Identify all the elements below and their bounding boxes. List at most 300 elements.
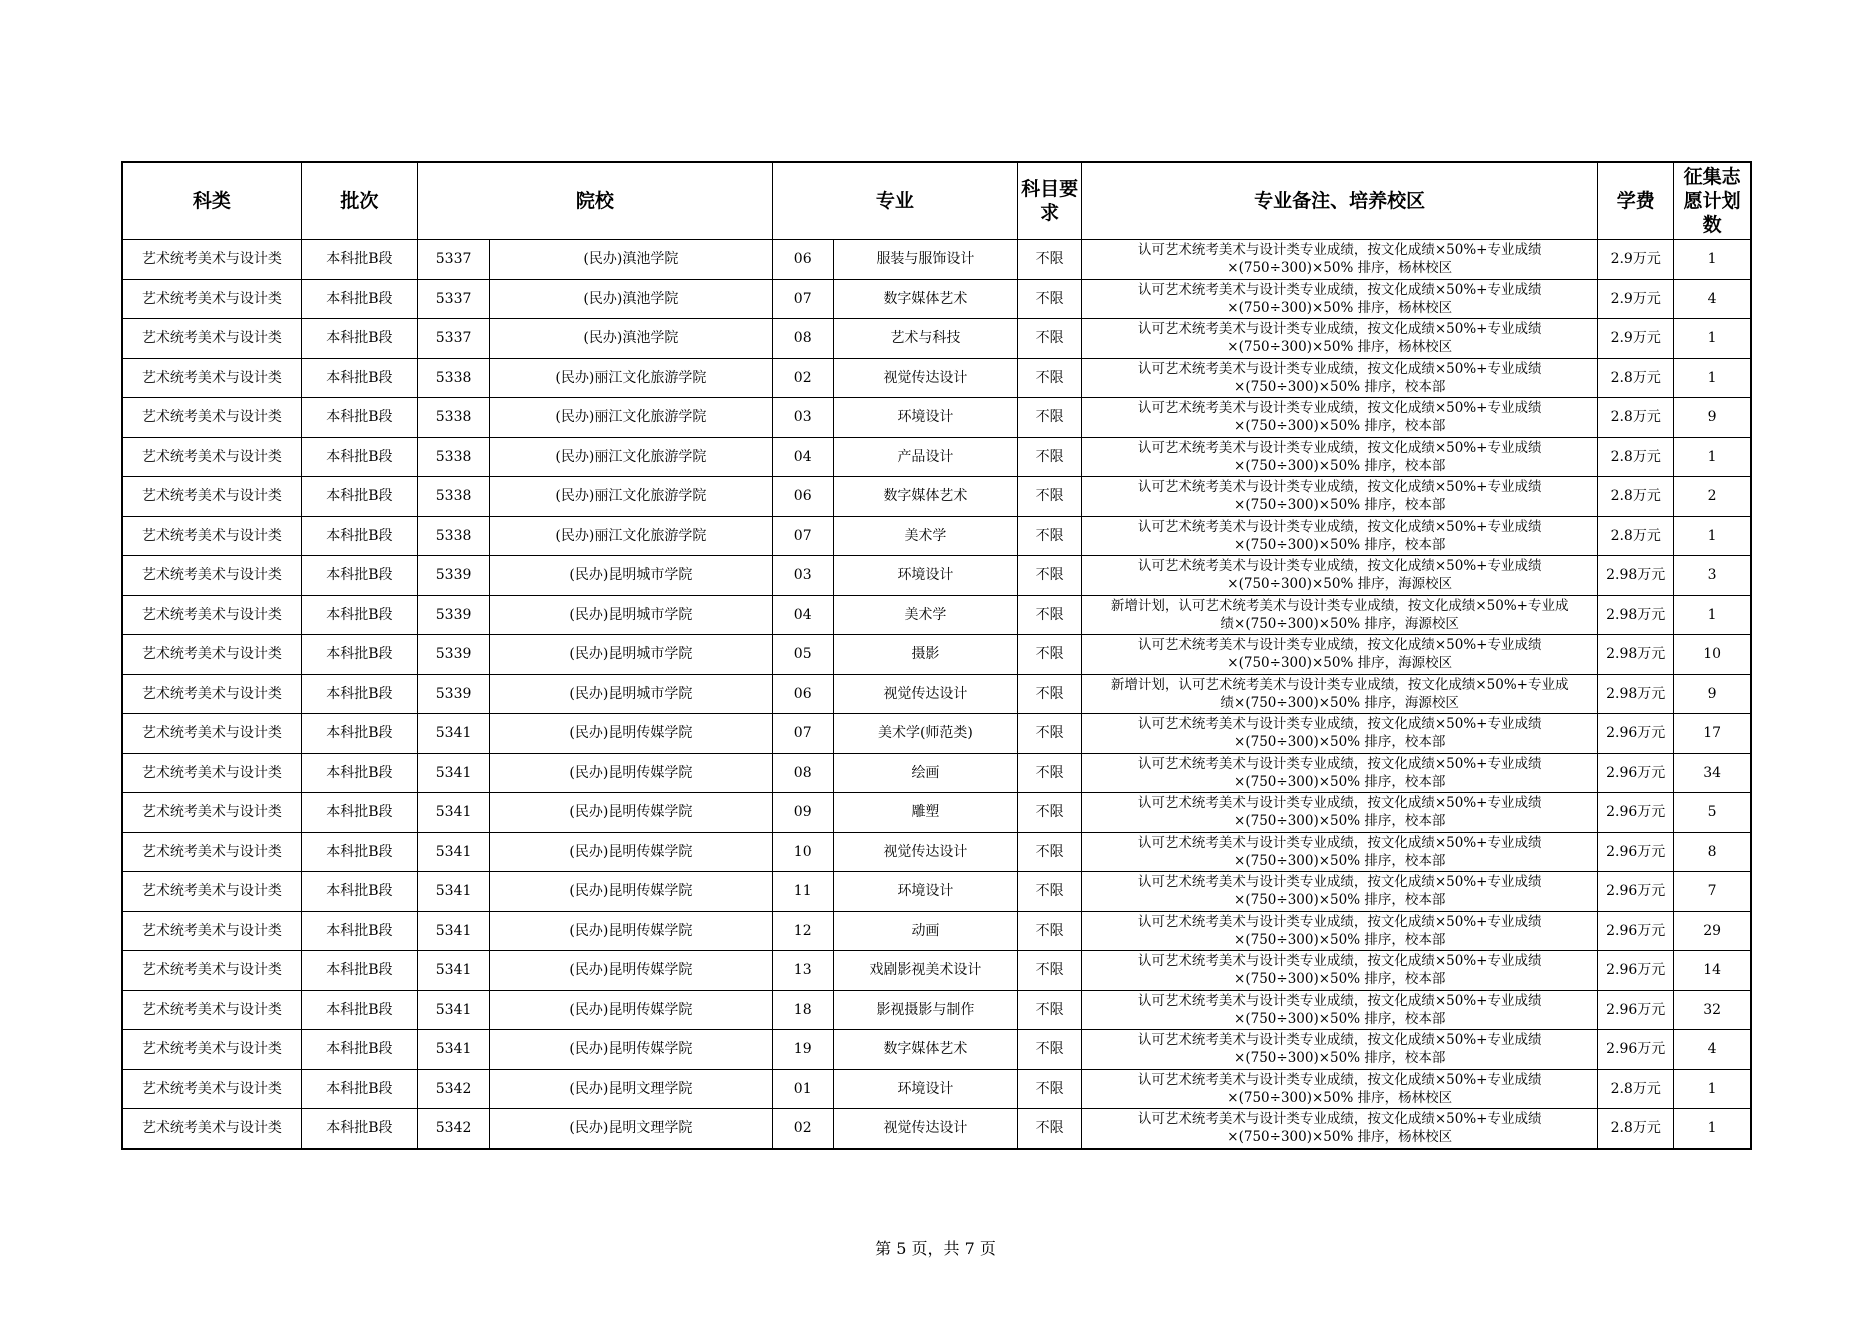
major-name-cell: 环境设计 bbox=[833, 1069, 1017, 1109]
school-name-cell: (民办)昆明城市学院 bbox=[490, 635, 773, 675]
subject-requirement-cell: 不限 bbox=[1018, 832, 1082, 872]
note-line: 认可艺术统考美术与设计类专业成绩，按文化成绩×50%+专业成绩 bbox=[1137, 1111, 1542, 1128]
plan-count-cell: 1 bbox=[1674, 516, 1751, 556]
table-row bbox=[122, 595, 1751, 635]
major-name-cell: 美术学(师范类) bbox=[833, 714, 1017, 754]
tuition-cell: 2.8万元 bbox=[1598, 398, 1674, 438]
notes-cell bbox=[1082, 437, 1598, 477]
category-cell: 艺术统考美术与设计类 bbox=[122, 437, 301, 477]
table-row bbox=[122, 319, 1751, 359]
plan-count-cell: 2 bbox=[1674, 477, 1751, 517]
table-row bbox=[122, 516, 1751, 556]
subject-requirement-cell: 不限 bbox=[1018, 1109, 1082, 1149]
major-name-cell: 产品设计 bbox=[833, 437, 1017, 477]
header-tuition: 学费 bbox=[1598, 162, 1674, 240]
notes-cell bbox=[1082, 951, 1598, 991]
note-line: 认可艺术统考美术与设计类专业成绩，按文化成绩×50%+专业成绩 bbox=[1137, 1071, 1542, 1088]
note-line: ×(750÷300)×50% 排序，校本部 bbox=[1234, 773, 1446, 790]
school-code-cell: 5339 bbox=[418, 556, 490, 596]
note-line: ×(750÷300)×50% 排序，校本部 bbox=[1234, 1010, 1446, 1027]
note-line: ×(750÷300)×50% 排序，杨林校区 bbox=[1227, 339, 1453, 356]
notes-cell bbox=[1082, 872, 1598, 912]
note-line: 认可艺术统考美术与设计类专业成绩，按文化成绩×50%+专业成绩 bbox=[1137, 834, 1542, 851]
notes-cell bbox=[1082, 832, 1598, 872]
batch-cell: 本科批B段 bbox=[301, 674, 417, 714]
subject-requirement-cell: 不限 bbox=[1018, 595, 1082, 635]
school-name-cell: (民办)滇池学院 bbox=[490, 279, 773, 319]
tuition-cell: 2.9万元 bbox=[1598, 319, 1674, 359]
school-code-cell: 5339 bbox=[418, 635, 490, 675]
header-major: 专业 bbox=[772, 162, 1017, 240]
note-line: ×(750÷300)×50% 排序，校本部 bbox=[1234, 734, 1446, 751]
table-row bbox=[122, 477, 1751, 517]
note-line: 认可艺术统考美术与设计类专业成绩，按文化成绩×50%+专业成绩 bbox=[1137, 439, 1542, 456]
major-code-cell: 04 bbox=[772, 437, 833, 477]
tuition-cell: 2.9万元 bbox=[1598, 240, 1674, 280]
school-code-cell: 5341 bbox=[418, 990, 490, 1030]
category-cell: 艺术统考美术与设计类 bbox=[122, 240, 301, 280]
note-line: 认可艺术统考美术与设计类专业成绩，按文化成绩×50%+专业成绩 bbox=[1137, 518, 1542, 535]
category-cell: 艺术统考美术与设计类 bbox=[122, 832, 301, 872]
note-line: ×(750÷300)×50% 排序，校本部 bbox=[1234, 378, 1446, 395]
batch-cell: 本科批B段 bbox=[301, 556, 417, 596]
school-code-cell: 5341 bbox=[418, 1030, 490, 1070]
major-code-cell: 08 bbox=[772, 319, 833, 359]
plan-count-cell: 4 bbox=[1674, 279, 1751, 319]
table-row bbox=[122, 911, 1751, 951]
table-row bbox=[122, 714, 1751, 754]
tuition-cell: 2.8万元 bbox=[1598, 437, 1674, 477]
major-name-cell: 美术学 bbox=[833, 595, 1017, 635]
notes-cell bbox=[1082, 714, 1598, 754]
note-line: ×(750÷300)×50% 排序，杨林校区 bbox=[1227, 1129, 1453, 1146]
major-name-cell: 摄影 bbox=[833, 635, 1017, 675]
category-cell: 艺术统考美术与设计类 bbox=[122, 753, 301, 793]
school-code-cell: 5341 bbox=[418, 951, 490, 991]
major-name-cell: 影视摄影与制作 bbox=[833, 990, 1017, 1030]
subject-requirement-cell: 不限 bbox=[1018, 398, 1082, 438]
major-code-cell: 09 bbox=[772, 793, 833, 833]
plan-count-cell: 8 bbox=[1674, 832, 1751, 872]
plan-count-cell: 1 bbox=[1674, 437, 1751, 477]
category-cell: 艺术统考美术与设计类 bbox=[122, 872, 301, 912]
school-name-cell: (民办)昆明城市学院 bbox=[490, 556, 773, 596]
notes-cell bbox=[1082, 911, 1598, 951]
notes-cell bbox=[1082, 358, 1598, 398]
table-row bbox=[122, 1069, 1751, 1109]
note-line: ×(750÷300)×50% 排序，海源校区 bbox=[1227, 655, 1453, 672]
table-row bbox=[122, 753, 1751, 793]
category-cell: 艺术统考美术与设计类 bbox=[122, 477, 301, 517]
note-line: 认可艺术统考美术与设计类专业成绩，按文化成绩×50%+专业成绩 bbox=[1137, 953, 1542, 970]
school-name-cell: (民办)昆明城市学院 bbox=[490, 595, 773, 635]
tuition-cell: 2.96万元 bbox=[1598, 1030, 1674, 1070]
tuition-cell: 2.98万元 bbox=[1598, 556, 1674, 596]
notes-cell bbox=[1082, 477, 1598, 517]
category-cell: 艺术统考美术与设计类 bbox=[122, 674, 301, 714]
plan-count-cell: 14 bbox=[1674, 951, 1751, 991]
subject-requirement-cell: 不限 bbox=[1018, 753, 1082, 793]
school-name-cell: (民办)昆明传媒学院 bbox=[490, 911, 773, 951]
major-name-cell: 环境设计 bbox=[833, 872, 1017, 912]
major-code-cell: 03 bbox=[772, 556, 833, 596]
note-line: 新增计划，认可艺术统考美术与设计类专业成绩，按文化成绩×50%+专业成 bbox=[1110, 597, 1569, 614]
subject-requirement-cell: 不限 bbox=[1018, 1069, 1082, 1109]
school-code-cell: 5337 bbox=[418, 279, 490, 319]
major-name-cell: 动画 bbox=[833, 911, 1017, 951]
subject-requirement-cell: 不限 bbox=[1018, 635, 1082, 675]
major-name-cell: 环境设计 bbox=[833, 398, 1017, 438]
school-name-cell: (民办)丽江文化旅游学院 bbox=[490, 398, 773, 438]
note-line: ×(750÷300)×50% 排序，校本部 bbox=[1234, 457, 1446, 474]
subject-requirement-cell: 不限 bbox=[1018, 556, 1082, 596]
subject-requirement-cell: 不限 bbox=[1018, 477, 1082, 517]
school-code-cell: 5337 bbox=[418, 319, 490, 359]
subject-requirement-cell: 不限 bbox=[1018, 319, 1082, 359]
notes-cell bbox=[1082, 635, 1598, 675]
batch-cell: 本科批B段 bbox=[301, 358, 417, 398]
plan-count-cell: 10 bbox=[1674, 635, 1751, 675]
note-line: ×(750÷300)×50% 排序，校本部 bbox=[1234, 892, 1446, 909]
major-code-cell: 13 bbox=[772, 951, 833, 991]
plan-count-cell: 1 bbox=[1674, 1069, 1751, 1109]
batch-cell: 本科批B段 bbox=[301, 714, 417, 754]
tuition-cell: 2.96万元 bbox=[1598, 990, 1674, 1030]
tuition-cell: 2.9万元 bbox=[1598, 279, 1674, 319]
batch-cell: 本科批B段 bbox=[301, 319, 417, 359]
plan-count-cell: 17 bbox=[1674, 714, 1751, 754]
major-name-cell: 视觉传达设计 bbox=[833, 674, 1017, 714]
school-code-cell: 5342 bbox=[418, 1069, 490, 1109]
batch-cell: 本科批B段 bbox=[301, 595, 417, 635]
note-line: 认可艺术统考美术与设计类专业成绩，按文化成绩×50%+专业成绩 bbox=[1137, 558, 1542, 575]
school-name-cell: (民办)昆明传媒学院 bbox=[490, 872, 773, 912]
plan-count-cell: 9 bbox=[1674, 398, 1751, 438]
note-line: 认可艺术统考美术与设计类专业成绩，按文化成绩×50%+专业成绩 bbox=[1137, 281, 1542, 298]
note-line: 认可艺术统考美术与设计类专业成绩，按文化成绩×50%+专业成绩 bbox=[1137, 360, 1542, 377]
major-name-cell: 绘画 bbox=[833, 753, 1017, 793]
subject-requirement-cell: 不限 bbox=[1018, 793, 1082, 833]
category-cell: 艺术统考美术与设计类 bbox=[122, 1069, 301, 1109]
major-name-cell: 视觉传达设计 bbox=[833, 832, 1017, 872]
batch-cell: 本科批B段 bbox=[301, 398, 417, 438]
major-code-cell: 04 bbox=[772, 595, 833, 635]
note-line: ×(750÷300)×50% 排序，杨林校区 bbox=[1227, 260, 1453, 277]
batch-cell: 本科批B段 bbox=[301, 240, 417, 280]
batch-cell: 本科批B段 bbox=[301, 516, 417, 556]
category-cell: 艺术统考美术与设计类 bbox=[122, 398, 301, 438]
major-code-cell: 06 bbox=[772, 240, 833, 280]
school-name-cell: (民办)昆明传媒学院 bbox=[490, 951, 773, 991]
batch-cell: 本科批B段 bbox=[301, 793, 417, 833]
subject-requirement-cell: 不限 bbox=[1018, 437, 1082, 477]
major-code-cell: 07 bbox=[772, 516, 833, 556]
major-code-cell: 11 bbox=[772, 872, 833, 912]
tuition-cell: 2.98万元 bbox=[1598, 635, 1674, 675]
note-line: 认可艺术统考美术与设计类专业成绩，按文化成绩×50%+专业成绩 bbox=[1137, 1032, 1542, 1049]
major-code-cell: 18 bbox=[772, 990, 833, 1030]
school-name-cell: (民办)昆明城市学院 bbox=[490, 674, 773, 714]
note-line: ×(750÷300)×50% 排序，校本部 bbox=[1234, 418, 1446, 435]
batch-cell: 本科批B段 bbox=[301, 753, 417, 793]
table-row bbox=[122, 674, 1751, 714]
note-line: 认可艺术统考美术与设计类专业成绩，按文化成绩×50%+专业成绩 bbox=[1137, 716, 1542, 733]
tuition-cell: 2.96万元 bbox=[1598, 872, 1674, 912]
note-line: ×(750÷300)×50% 排序，校本部 bbox=[1234, 1050, 1446, 1067]
batch-cell: 本科批B段 bbox=[301, 279, 417, 319]
category-cell: 艺术统考美术与设计类 bbox=[122, 319, 301, 359]
major-code-cell: 03 bbox=[772, 398, 833, 438]
header-batch: 批次 bbox=[301, 162, 417, 240]
batch-cell: 本科批B段 bbox=[301, 635, 417, 675]
table-row bbox=[122, 832, 1751, 872]
school-code-cell: 5337 bbox=[418, 240, 490, 280]
school-code-cell: 5342 bbox=[418, 1109, 490, 1149]
plan-count-cell: 1 bbox=[1674, 358, 1751, 398]
note-line: 认可艺术统考美术与设计类专业成绩，按文化成绩×50%+专业成绩 bbox=[1137, 992, 1542, 1009]
major-code-cell: 06 bbox=[772, 674, 833, 714]
major-name-cell: 美术学 bbox=[833, 516, 1017, 556]
major-name-cell: 视觉传达设计 bbox=[833, 358, 1017, 398]
table-row bbox=[122, 872, 1751, 912]
school-name-cell: (民办)滇池学院 bbox=[490, 319, 773, 359]
table-row bbox=[122, 398, 1751, 438]
major-code-cell: 08 bbox=[772, 753, 833, 793]
table-row bbox=[122, 793, 1751, 833]
notes-cell bbox=[1082, 1109, 1598, 1149]
notes-cell bbox=[1082, 674, 1598, 714]
note-line: 认可艺术统考美术与设计类专业成绩，按文化成绩×50%+专业成绩 bbox=[1137, 400, 1542, 417]
tuition-cell: 2.96万元 bbox=[1598, 951, 1674, 991]
plan-count-cell: 29 bbox=[1674, 911, 1751, 951]
notes-cell bbox=[1082, 240, 1598, 280]
plan-count-cell: 9 bbox=[1674, 674, 1751, 714]
subject-requirement-cell: 不限 bbox=[1018, 911, 1082, 951]
school-name-cell: (民办)丽江文化旅游学院 bbox=[490, 358, 773, 398]
major-name-cell: 数字媒体艺术 bbox=[833, 1030, 1017, 1070]
notes-cell bbox=[1082, 1069, 1598, 1109]
subject-requirement-cell: 不限 bbox=[1018, 240, 1082, 280]
school-code-cell: 5338 bbox=[418, 437, 490, 477]
header-notes: 专业备注、培养校区 bbox=[1082, 162, 1598, 240]
subject-requirement-cell: 不限 bbox=[1018, 872, 1082, 912]
header-plan-count: 征集志愿计划数 bbox=[1674, 162, 1751, 240]
notes-cell bbox=[1082, 990, 1598, 1030]
tuition-cell: 2.96万元 bbox=[1598, 753, 1674, 793]
school-name-cell: (民办)滇池学院 bbox=[490, 240, 773, 280]
school-name-cell: (民办)昆明传媒学院 bbox=[490, 793, 773, 833]
table-row bbox=[122, 240, 1751, 280]
batch-cell: 本科批B段 bbox=[301, 872, 417, 912]
tuition-cell: 2.8万元 bbox=[1598, 516, 1674, 556]
category-cell: 艺术统考美术与设计类 bbox=[122, 556, 301, 596]
school-name-cell: (民办)昆明文理学院 bbox=[490, 1069, 773, 1109]
major-name-cell: 视觉传达设计 bbox=[833, 1109, 1017, 1149]
table-body bbox=[122, 240, 1751, 1149]
subject-requirement-cell: 不限 bbox=[1018, 951, 1082, 991]
category-cell: 艺术统考美术与设计类 bbox=[122, 279, 301, 319]
tuition-cell: 2.8万元 bbox=[1598, 358, 1674, 398]
notes-cell bbox=[1082, 516, 1598, 556]
category-cell: 艺术统考美术与设计类 bbox=[122, 990, 301, 1030]
major-code-cell: 19 bbox=[772, 1030, 833, 1070]
header-subject-requirement: 科目要求 bbox=[1018, 162, 1082, 240]
subject-requirement-cell: 不限 bbox=[1018, 674, 1082, 714]
subject-requirement-cell: 不限 bbox=[1018, 279, 1082, 319]
batch-cell: 本科批B段 bbox=[301, 990, 417, 1030]
header-school: 院校 bbox=[418, 162, 773, 240]
note-line: 认可艺术统考美术与设计类专业成绩，按文化成绩×50%+专业成绩 bbox=[1137, 795, 1542, 812]
table-row bbox=[122, 990, 1751, 1030]
notes-cell bbox=[1082, 753, 1598, 793]
category-cell: 艺术统考美术与设计类 bbox=[122, 714, 301, 754]
plan-count-cell: 34 bbox=[1674, 753, 1751, 793]
school-code-cell: 5338 bbox=[418, 516, 490, 556]
school-name-cell: (民办)昆明传媒学院 bbox=[490, 990, 773, 1030]
table-row bbox=[122, 951, 1751, 991]
category-cell: 艺术统考美术与设计类 bbox=[122, 516, 301, 556]
plan-count-cell: 7 bbox=[1674, 872, 1751, 912]
major-code-cell: 02 bbox=[772, 358, 833, 398]
major-code-cell: 10 bbox=[772, 832, 833, 872]
school-code-cell: 5338 bbox=[418, 477, 490, 517]
notes-cell bbox=[1082, 319, 1598, 359]
category-cell: 艺术统考美术与设计类 bbox=[122, 635, 301, 675]
note-line: 认可艺术统考美术与设计类专业成绩，按文化成绩×50%+专业成绩 bbox=[1137, 321, 1542, 338]
major-name-cell: 环境设计 bbox=[833, 556, 1017, 596]
header-row bbox=[122, 162, 1751, 240]
school-name-cell: (民办)丽江文化旅游学院 bbox=[490, 477, 773, 517]
note-line: 新增计划，认可艺术统考美术与设计类专业成绩，按文化成绩×50%+专业成 bbox=[1110, 676, 1569, 693]
batch-cell: 本科批B段 bbox=[301, 1030, 417, 1070]
school-code-cell: 5341 bbox=[418, 872, 490, 912]
major-name-cell: 数字媒体艺术 bbox=[833, 477, 1017, 517]
major-name-cell: 服装与服饰设计 bbox=[833, 240, 1017, 280]
major-code-cell: 12 bbox=[772, 911, 833, 951]
tuition-cell: 2.8万元 bbox=[1598, 477, 1674, 517]
school-code-cell: 5338 bbox=[418, 358, 490, 398]
notes-cell bbox=[1082, 595, 1598, 635]
note-line: 认可艺术统考美术与设计类专业成绩，按文化成绩×50%+专业成绩 bbox=[1137, 874, 1542, 891]
tuition-cell: 2.8万元 bbox=[1598, 1109, 1674, 1149]
notes-cell bbox=[1082, 1030, 1598, 1070]
note-line: 认可艺术统考美术与设计类专业成绩，按文化成绩×50%+专业成绩 bbox=[1137, 637, 1542, 654]
plan-count-cell: 1 bbox=[1674, 595, 1751, 635]
note-line: 认可艺术统考美术与设计类专业成绩，按文化成绩×50%+专业成绩 bbox=[1137, 913, 1542, 930]
page-footer: 第 5 页，共 7 页 bbox=[875, 1239, 996, 1258]
subject-requirement-cell: 不限 bbox=[1018, 358, 1082, 398]
category-cell: 艺术统考美术与设计类 bbox=[122, 911, 301, 951]
school-code-cell: 5341 bbox=[418, 753, 490, 793]
batch-cell: 本科批B段 bbox=[301, 437, 417, 477]
major-code-cell: 07 bbox=[772, 714, 833, 754]
plan-count-cell: 32 bbox=[1674, 990, 1751, 1030]
major-code-cell: 07 bbox=[772, 279, 833, 319]
note-line: ×(750÷300)×50% 排序，校本部 bbox=[1234, 852, 1446, 869]
plan-count-cell: 5 bbox=[1674, 793, 1751, 833]
major-name-cell: 雕塑 bbox=[833, 793, 1017, 833]
school-name-cell: (民办)昆明文理学院 bbox=[490, 1109, 773, 1149]
note-line: 认可艺术统考美术与设计类专业成绩，按文化成绩×50%+专业成绩 bbox=[1137, 242, 1542, 259]
batch-cell: 本科批B段 bbox=[301, 832, 417, 872]
school-name-cell: (民办)丽江文化旅游学院 bbox=[490, 516, 773, 556]
tuition-cell: 2.8万元 bbox=[1598, 1069, 1674, 1109]
school-code-cell: 5341 bbox=[418, 911, 490, 951]
plan-count-cell: 4 bbox=[1674, 1030, 1751, 1070]
note-line: ×(750÷300)×50% 排序，校本部 bbox=[1234, 813, 1446, 830]
category-cell: 艺术统考美术与设计类 bbox=[122, 595, 301, 635]
school-name-cell: (民办)昆明传媒学院 bbox=[490, 832, 773, 872]
tuition-cell: 2.98万元 bbox=[1598, 674, 1674, 714]
school-name-cell: (民办)丽江文化旅游学院 bbox=[490, 437, 773, 477]
tuition-cell: 2.96万元 bbox=[1598, 793, 1674, 833]
batch-cell: 本科批B段 bbox=[301, 911, 417, 951]
note-line: ×(750÷300)×50% 排序，杨林校区 bbox=[1227, 1089, 1453, 1106]
plan-count-cell: 3 bbox=[1674, 556, 1751, 596]
table-row bbox=[122, 358, 1751, 398]
table-row bbox=[122, 437, 1751, 477]
admission-plan-table bbox=[121, 161, 1752, 1150]
note-line: 认可艺术统考美术与设计类专业成绩，按文化成绩×50%+专业成绩 bbox=[1137, 479, 1542, 496]
category-cell: 艺术统考美术与设计类 bbox=[122, 793, 301, 833]
note-line: ×(750÷300)×50% 排序，校本部 bbox=[1234, 971, 1446, 988]
major-name-cell: 艺术与科技 bbox=[833, 319, 1017, 359]
note-line: ×(750÷300)×50% 排序，校本部 bbox=[1234, 497, 1446, 514]
tuition-cell: 2.96万元 bbox=[1598, 911, 1674, 951]
school-code-cell: 5339 bbox=[418, 595, 490, 635]
header-category: 科类 bbox=[122, 162, 301, 240]
school-name-cell: (民办)昆明传媒学院 bbox=[490, 753, 773, 793]
notes-cell bbox=[1082, 556, 1598, 596]
category-cell: 艺术统考美术与设计类 bbox=[122, 1030, 301, 1070]
subject-requirement-cell: 不限 bbox=[1018, 714, 1082, 754]
batch-cell: 本科批B段 bbox=[301, 951, 417, 991]
note-line: 绩×(750÷300)×50% 排序，海源校区 bbox=[1220, 694, 1459, 711]
subject-requirement-cell: 不限 bbox=[1018, 1030, 1082, 1070]
major-code-cell: 02 bbox=[772, 1109, 833, 1149]
table-row bbox=[122, 556, 1751, 596]
category-cell: 艺术统考美术与设计类 bbox=[122, 358, 301, 398]
plan-count-cell: 1 bbox=[1674, 319, 1751, 359]
school-code-cell: 5338 bbox=[418, 398, 490, 438]
note-line: ×(750÷300)×50% 排序，杨林校区 bbox=[1227, 299, 1453, 316]
table-row bbox=[122, 1030, 1751, 1070]
notes-cell bbox=[1082, 793, 1598, 833]
school-code-cell: 5341 bbox=[418, 793, 490, 833]
school-code-cell: 5339 bbox=[418, 674, 490, 714]
major-code-cell: 06 bbox=[772, 477, 833, 517]
major-code-cell: 05 bbox=[772, 635, 833, 675]
tuition-cell: 2.96万元 bbox=[1598, 714, 1674, 754]
school-name-cell: (民办)昆明传媒学院 bbox=[490, 1030, 773, 1070]
note-line: 绩×(750÷300)×50% 排序，海源校区 bbox=[1220, 615, 1459, 632]
table-row bbox=[122, 635, 1751, 675]
major-name-cell: 戏剧影视美术设计 bbox=[833, 951, 1017, 991]
note-line: 认可艺术统考美术与设计类专业成绩，按文化成绩×50%+专业成绩 bbox=[1137, 755, 1542, 772]
major-name-cell: 数字媒体艺术 bbox=[833, 279, 1017, 319]
school-code-cell: 5341 bbox=[418, 832, 490, 872]
note-line: ×(750÷300)×50% 排序，校本部 bbox=[1234, 931, 1446, 948]
note-line: ×(750÷300)×50% 排序，校本部 bbox=[1234, 536, 1446, 553]
category-cell: 艺术统考美术与设计类 bbox=[122, 951, 301, 991]
note-line: ×(750÷300)×50% 排序，海源校区 bbox=[1227, 576, 1453, 593]
table-row bbox=[122, 1109, 1751, 1149]
notes-cell bbox=[1082, 398, 1598, 438]
batch-cell: 本科批B段 bbox=[301, 477, 417, 517]
tuition-cell: 2.96万元 bbox=[1598, 832, 1674, 872]
subject-requirement-cell: 不限 bbox=[1018, 990, 1082, 1030]
school-code-cell: 5341 bbox=[418, 714, 490, 754]
